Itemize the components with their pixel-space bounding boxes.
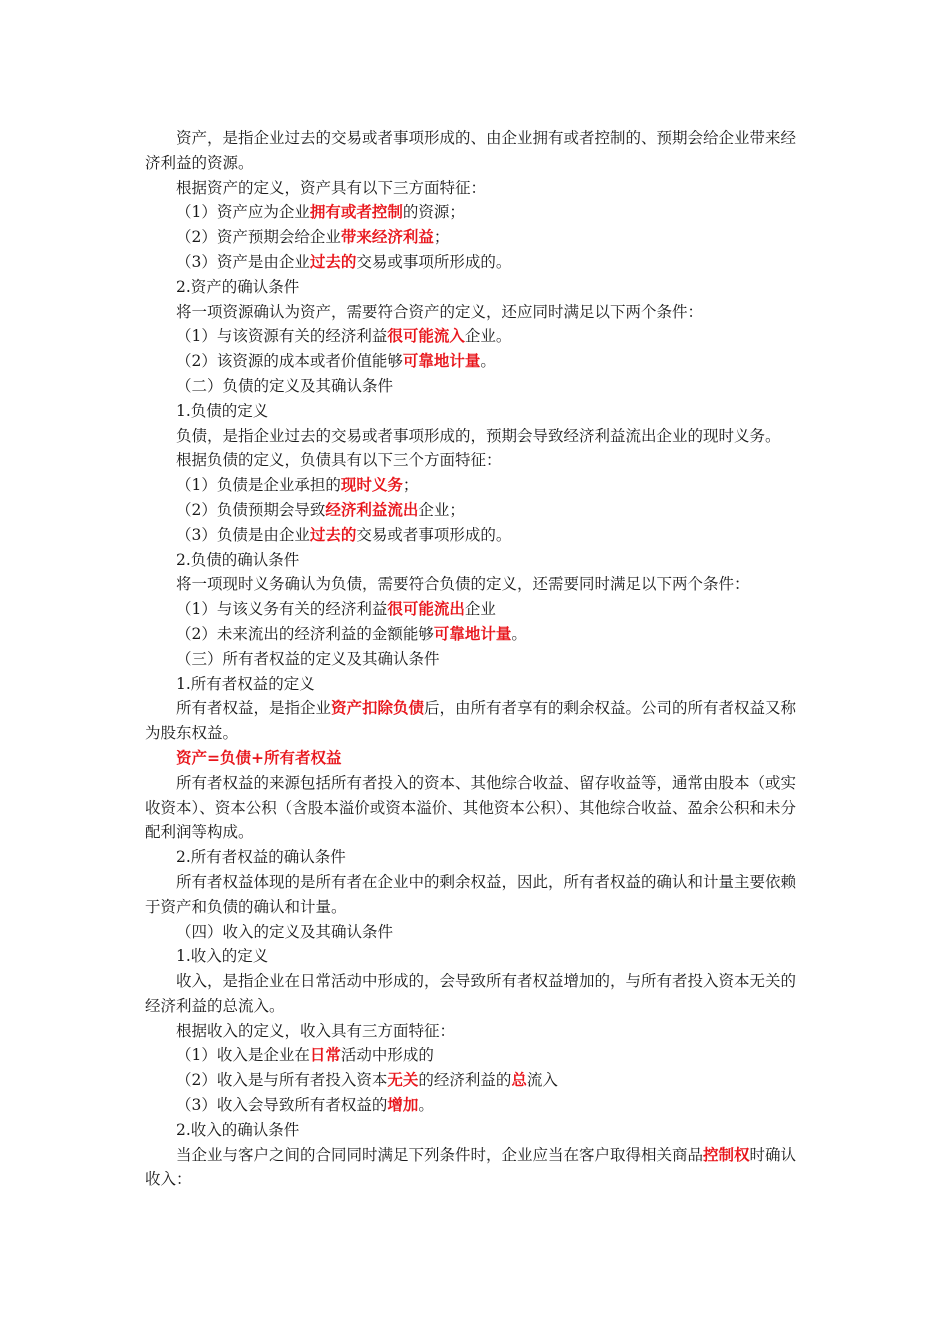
paragraph <box>145 622 805 647</box>
highlighted-text: 日常 <box>309 1046 341 1065</box>
paragraph <box>145 275 805 300</box>
text-run: 2.资产的确认条件 <box>176 277 300 296</box>
paragraph <box>145 300 805 325</box>
paragraph <box>145 647 805 672</box>
text-run: 企业 <box>464 600 496 619</box>
paragraph <box>145 920 805 945</box>
paragraph <box>145 771 805 845</box>
paragraph <box>145 523 805 548</box>
text-run: 交易或事项所形成的。 <box>356 252 512 271</box>
paragraph <box>145 944 805 969</box>
text-run: （四）收入的定义及其确认条件 <box>176 922 394 941</box>
document-body <box>145 126 805 1192</box>
text-run: 1.负债的定义 <box>176 401 269 420</box>
highlighted-text: 过去的 <box>309 525 357 544</box>
paragraph <box>145 1118 805 1143</box>
text-run: 将一项资源确认为资产，需要符合资产的定义，还应同时满足以下两个条件： <box>176 302 704 321</box>
paragraph <box>145 448 805 473</box>
highlighted-text: 拥有或者控制 <box>309 203 403 222</box>
highlighted-text: 经济利益流出 <box>325 500 419 519</box>
paragraph <box>145 672 805 697</box>
paragraph <box>145 126 805 176</box>
paragraph <box>145 572 805 597</box>
paragraph <box>145 176 805 201</box>
text-run: 将一项现时义务确认为负债，需要符合负债的定义，还需要同时满足以下两个条件： <box>176 575 750 594</box>
text-run: 根据负债的定义，负债具有以下三个方面特征： <box>176 451 502 470</box>
text-run: 2.负债的确认条件 <box>176 550 300 569</box>
text-run: 企业。 <box>464 327 512 346</box>
text-run: （2）收入是与所有者投入资本 <box>176 1071 388 1090</box>
text-run: （1）负债是企业承担的 <box>176 476 341 495</box>
text-run: 。 <box>418 1096 434 1115</box>
paragraph <box>145 250 805 275</box>
text-run: （1）与该资源有关的经济利益 <box>176 327 388 346</box>
text-run: 所有者权益的来源包括所有者投入的资本、其他综合收益、留存收益等，通常由股本（或实收资本）、资本公积（含股本溢价或资本溢价、其他资本公积）、其他综合收益、盈余公积和未分配利润等构成。 <box>145 773 797 842</box>
paragraph <box>145 746 805 771</box>
highlighted-text: 很可能流出 <box>387 600 465 619</box>
paragraph <box>145 870 805 920</box>
paragraph <box>145 1143 805 1193</box>
paragraph <box>145 1043 805 1068</box>
highlighted-text: 过去的 <box>309 252 357 271</box>
highlighted-text: 控制权 <box>703 1145 750 1164</box>
text-run: 2.收入的确认条件 <box>176 1120 300 1139</box>
text-run: （2）未来流出的经济利益的金额能够 <box>176 624 434 643</box>
text-run: 1.所有者权益的定义 <box>176 674 315 693</box>
paragraph <box>145 845 805 870</box>
text-run: 所有者权益体现的是所有者在企业中的剩余权益，因此，所有者权益的确认和计量主要依赖于资产和负债的确认和计量。 <box>145 872 797 916</box>
text-run: 后，由所有者享有的剩余权益。公司的所有者权益又称为股东权益。 <box>145 699 797 743</box>
text-run: 所有者权益，是指企业 <box>176 699 332 718</box>
paragraph <box>145 225 805 250</box>
text-run: （2）该资源的成本或者价值能够 <box>176 352 403 371</box>
paragraph <box>145 200 805 225</box>
highlighted-text: 总 <box>511 1071 527 1090</box>
paragraph <box>145 324 805 349</box>
text-run: 2.所有者权益的确认条件 <box>176 848 346 867</box>
paragraph <box>145 548 805 573</box>
text-run: （二）负债的定义及其确认条件 <box>176 376 394 395</box>
text-run: 交易或者事项形成的。 <box>356 525 512 544</box>
text-run: 时确认收入： <box>145 1145 797 1189</box>
text-run: （2）负债预期会导致 <box>176 500 326 519</box>
highlighted-text: 可靠地计量 <box>433 624 512 643</box>
text-run: ； <box>402 476 419 495</box>
text-run: 1.收入的定义 <box>176 947 269 966</box>
highlighted-text: 带来经济利益 <box>340 228 434 247</box>
text-run: 活动中形成的 <box>340 1046 434 1065</box>
highlighted-text: 可靠地计量 <box>402 352 481 371</box>
text-run: （三）所有者权益的定义及其确认条件 <box>176 649 440 668</box>
text-run: 的经济利益的 <box>418 1071 512 1090</box>
text-run: 根据资产的定义，资产具有以下三方面特征： <box>176 178 487 197</box>
text-run: 收入，是指企业在日常活动中形成的，会导致所有者权益增加的，与所有者投入资本无关的经济利益的总流入。 <box>145 972 797 1015</box>
text-run: （1）收入是企业在 <box>176 1046 310 1065</box>
paragraph <box>145 969 805 1019</box>
text-run: 资产，是指企业过去的交易或者事项形成的、由企业拥有或者控制的、预期会给企业带来经济利益的资源。 <box>145 129 797 172</box>
highlighted-text: 无关 <box>387 1071 419 1090</box>
paragraph <box>145 696 805 746</box>
paragraph <box>145 349 805 374</box>
text-run: （1）与该义务有关的经济利益 <box>176 600 388 619</box>
text-run: （3）负债是由企业 <box>176 525 310 544</box>
paragraph <box>145 424 805 449</box>
text-run: 的资源； <box>402 203 465 222</box>
text-run: ； <box>433 228 450 247</box>
highlighted-text: 很可能流入 <box>387 327 465 346</box>
text-run: 当企业与客户之间的合同同时满足下列条件时，企业应当在客户取得相关商品 <box>176 1145 704 1164</box>
text-run: 。 <box>511 624 527 643</box>
text-run: 企业； <box>418 500 465 519</box>
highlighted-text: 资产扣除负债 <box>331 699 425 718</box>
text-run: （1）资产应为企业 <box>176 203 310 222</box>
highlighted-text: 资产=负债+所有者权益 <box>176 748 342 767</box>
paragraph <box>145 374 805 399</box>
text-run: 。 <box>480 352 496 371</box>
highlighted-text: 现时义务 <box>340 476 403 495</box>
text-run: （2）资产预期会给企业 <box>176 228 341 247</box>
paragraph <box>145 473 805 498</box>
text-run: 流入 <box>526 1071 558 1090</box>
paragraph <box>145 1068 805 1093</box>
text-run: （3）收入会导致所有者权益的 <box>176 1096 388 1115</box>
text-run: 根据收入的定义，收入具有三方面特征： <box>176 1021 456 1040</box>
highlighted-text: 增加 <box>387 1096 419 1115</box>
paragraph <box>145 498 805 523</box>
paragraph <box>145 1093 805 1118</box>
paragraph <box>145 597 805 622</box>
text-run: （3）资产是由企业 <box>176 252 310 271</box>
text-run: 负债，是指企业过去的交易或者事项形成的，预期会导致经济利益流出企业的现时义务。 <box>176 426 781 445</box>
paragraph <box>145 1019 805 1044</box>
paragraph <box>145 399 805 424</box>
